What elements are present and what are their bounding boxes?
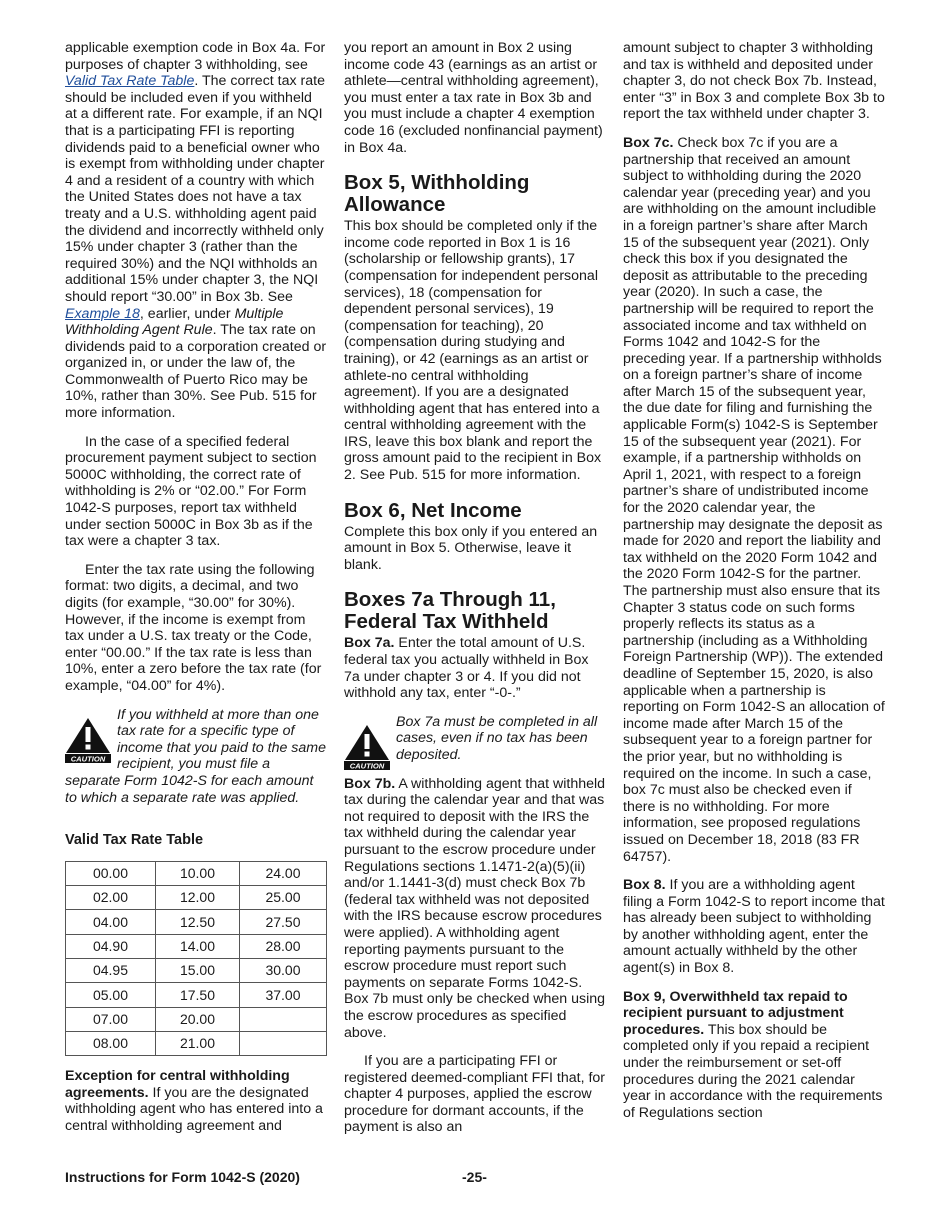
paragraph-box-6: Complete this box only if you entered an amount in Box 5. Otherwise, leave it blank. — [344, 523, 598, 573]
paragraph-box-9 — [623, 989, 885, 1122]
text: Check box 7c if you are a partnership that received an amount subject to withholding during the 2020 calendar year (preceding year) and you are withholding on the amount includible in a foreign partner’s share after March 15 of the subsequent year (2021). Only check this box if you designated the deposit as attributable to the preceding year (2020). In such a case, the partnership will be required to report the associated income and tax withheld on Forms 1042 and 1042-S for the preceding year. If a partnership withholds on a foreign partner’s share of income after March 15 of the subsequent year, the due date for filing and furnishing the applicable Form(s) 1042-S is September 15 of the subsequent year (2021). For example, if a partnership withholds on April 1, 2021, with respect to a foreign partner’s share of undistributed income for the 2020 calendar year, the partnership may designate the deposit as made for 2020 and report the liability and tax withheld on the 2020 Form 1042 and the 2020 Form 1042-S for the partner. The partnership must also ensure that its Chapter 3 status code on such forms properly reflects its status as a partnership (including as a Withholding Foreign Partnership (WP)). The extended deadline of September 15, 2020, is also applicable when a partnership is reporting on Form 1042-S an allocation of income made after March 15 of the subsequent year to a foreign partner for the prior year, but no withholding is required on the income. In such a case, box 7c must also be checked even if there is no withholding. For more information, see proposed regulations issued on December 18, 2018 (83 FR 64757). — [623, 134, 885, 865]
paragraph-income-code-43: you report an amount in Box 2 using income code 43 (earnings as an artist or athlete—central withholding agreement), you must enter a tax rate in Box 3b and you must include a chapter 4 exemption code 16 (excluded nonfinancial payment) in Box 4a. — [344, 40, 603, 156]
paragraph-box-5: This box should be completed only if the income code reported in Box 1 is 16 (scholarship or fellowship grants), 17 (compensation for independent personal services), 18 (compensation for dependent personal services), 19 (compensation for teaching), 20 (compensation during studying and training), or 42 (earnings as an artist or athlete-no central withholding agreement). If you are a designated withholding agent that has entered into a central withholding agreement with the IRS, leave this box blank and report the gross amount paid to the recipient in Box 2. See Pub. 515 for more information. — [344, 218, 602, 484]
text: If you are a withholding agent filing a Form 1042-S to report income that has already been subject to withholding by another withholding agent, enter the amount actually withheld by the other agent(s) in Box 8. — [623, 877, 885, 977]
table-row — [66, 958, 327, 982]
rate-cell: 07.00 — [66, 1007, 156, 1031]
rate-cell: 37.00 — [240, 983, 327, 1007]
rate-cell: 10.00 — [156, 861, 240, 885]
table-row — [66, 1031, 327, 1055]
paragraph-participating-ffi: If you are a participating FFI or registered deemed-compliant FFI that, for chapter 4 purposes, applied the escrow procedure for dormant accounts, if the payment is also an — [344, 1053, 606, 1136]
column-3 — [623, 40, 885, 1133]
paragraph-box-7b — [344, 776, 606, 1042]
paragraph-box-8 — [623, 877, 885, 977]
text: applicable exemption code in Box 4a. For purposes of chapter 3 withholding, see — [65, 40, 326, 73]
rate-cell: 28.00 — [240, 934, 327, 958]
column-2 — [344, 40, 606, 1148]
rate-cell — [240, 1007, 327, 1031]
caution-icon — [65, 717, 111, 763]
table-row — [66, 886, 327, 910]
rate-cell: 20.00 — [156, 1007, 240, 1031]
column-1 — [65, 40, 327, 1146]
rate-cell: 08.00 — [66, 1031, 156, 1055]
rate-cell: 27.50 — [240, 910, 327, 934]
rate-cell — [240, 1031, 327, 1055]
rate-cell: 02.00 — [66, 886, 156, 910]
rate-cell: 30.00 — [240, 958, 327, 982]
rate-cell: 04.00 — [66, 910, 156, 934]
rate-cell: 12.50 — [156, 910, 240, 934]
rate-cell: 17.50 — [156, 983, 240, 1007]
text: Enter the total amount of U.S. federal tax you actually withheld in Box 7a under chapter 3 or 4. If you did not withhold any tax, enter “-0-.” — [344, 635, 589, 702]
text: . The correct tax rate should be included even if you withheld at a different rate. For example, if an NQI that is a participating FFI is reporting dividends paid to a beneficial owner who is exempt from withholding under chapter 4 and a resident of a country with which the United States does not have a tax treaty and a U.S. withholding agent paid the dividend and incorrectly withheld only 15% under chapter 3 (rather than the required 30%) and the NQI withholds an additional 15% under chapter 3, the NQI should report “30.00” in Box 3b. See — [65, 73, 325, 305]
rate-cell: 21.00 — [156, 1031, 240, 1055]
caution-label: CAUTION — [349, 761, 385, 770]
caution-text: Box 7a must be completed in all cases, even if no tax has been deposited. — [396, 713, 598, 763]
heading-box-5: Box 5, Withholding Allowance — [344, 171, 530, 217]
table-row — [66, 934, 327, 958]
valid-tax-rate-table-link[interactable]: Valid Tax Rate Table — [65, 73, 195, 90]
paragraph-5000c: In the case of a specified federal procurement payment subject to section 5000C withholding, the correct rate of withholding is 2% or “02.00.” For Form 1042-S purposes, report tax withheld under section 5000C in Box 3b as if the tax were a chapter 3 tax. — [65, 433, 317, 550]
rate-cell: 04.95 — [66, 958, 156, 982]
rate-cell: 05.00 — [66, 983, 156, 1007]
rate-cell: 00.00 — [66, 861, 156, 885]
rate-cell: 04.90 — [66, 934, 156, 958]
table-row — [66, 910, 327, 934]
paragraph-exception-central — [65, 1068, 327, 1134]
valid-tax-rate-table-title: Valid Tax Rate Table — [65, 832, 204, 849]
caution-icon — [344, 724, 390, 770]
exception-heading: Exception for central withholding agreements. — [65, 1068, 290, 1101]
box-8-label: Box 8. — [623, 877, 666, 894]
heading-boxes-7a-11: Boxes 7a Through 11, Federal Tax Withheld — [344, 588, 556, 634]
heading-box-6: Box 6, Net Income — [344, 498, 522, 522]
caution-text: If you withheld at more than one tax rate for a specific type of income that you paid to the same recipient, you must file a separate Form 1042-S for each amount to which a separate rate was applied. — [65, 706, 326, 806]
rate-cell: 15.00 — [156, 958, 240, 982]
box-7c-label: Box 7c. — [623, 134, 674, 151]
table-row — [66, 1007, 327, 1031]
text: A withholding agent that withheld tax during the calendar year and that was not required to deposit with the IRS the tax withheld during the calendar year pursuant to the escrow procedure under Regulations sections 1.1471-2(a)(5)(ii) and/or 1.1441-3(d) must check Box 7b (federal tax withheld was not deposited with the IRS because escrow procedures were applied). A withholding agent reporting payments pursuant to the escrow procedure must report such payments on separate Forms 1042-S. Box 7b must only be checked when using the escrow procedures as specified above. — [344, 775, 606, 1041]
caution-label: CAUTION — [70, 754, 106, 763]
box-9-label: Box 9, Overwithheld tax repaid to recipient pursuant to adjustment procedures. — [623, 988, 848, 1038]
text: If you are the designated withholding agent who has entered into a central withholding agreement and — [65, 1084, 323, 1134]
box-7a-label: Box 7a. — [344, 635, 395, 652]
rate-cell: 14.00 — [156, 934, 240, 958]
example-18-link[interactable]: Example 18 — [65, 305, 140, 322]
paragraph-rate-format: Enter the tax rate using the following format: two digits, a decimal, and two digits (for example, “30.00” for 30%). However, if the income is exempt from tax under a U.S. tax treaty or the Code, enter “00.00.” If the tax rate is less than 10%, enter a zero before the tax rate (for example, “04.00” for 4%). — [65, 561, 322, 694]
box-7b-label: Box 7b. — [344, 775, 396, 792]
rate-cell: 12.00 — [156, 886, 240, 910]
text: This box should be completed only if you repaid a recipient under the reimbursement or set-off procedures during the 2021 calendar year in accordance with the requirements of Regulations section — [623, 1021, 883, 1121]
rate-cell: 25.00 — [240, 886, 327, 910]
page-number: -25- — [462, 1169, 487, 1185]
paragraph-tax-rate-intro — [65, 40, 327, 422]
footer-title: Instructions for Form 1042-S (2020) — [65, 1169, 300, 1185]
table-row — [66, 983, 327, 1007]
caution-note-box-7a — [344, 713, 606, 770]
paragraph-box-7a — [344, 635, 606, 701]
table-row — [66, 861, 327, 885]
text: , earlier, under — [139, 305, 235, 322]
italic-text: Multiple Withholding Agent Rule — [65, 305, 284, 339]
valid-tax-rate-table — [65, 861, 327, 1056]
rate-cell: 24.00 — [240, 861, 327, 885]
text: . The tax rate on dividends paid to a corporation created or organized in, or under the law of, the Commonwealth of Puerto Rico may be 10%, rather than 30%. See Pub. 515 for more information. — [65, 322, 327, 422]
caution-note-multiple-rates — [65, 707, 327, 807]
paragraph-chapter-3-withholding: amount subject to chapter 3 withholding and tax is withheld and deposited under chapter 3, do not check Box 7b. Instead, enter “3” in Box 3 and complete Box 3b to report the tax withheld under chapter 3. — [623, 40, 885, 123]
paragraph-box-7c — [623, 135, 885, 865]
